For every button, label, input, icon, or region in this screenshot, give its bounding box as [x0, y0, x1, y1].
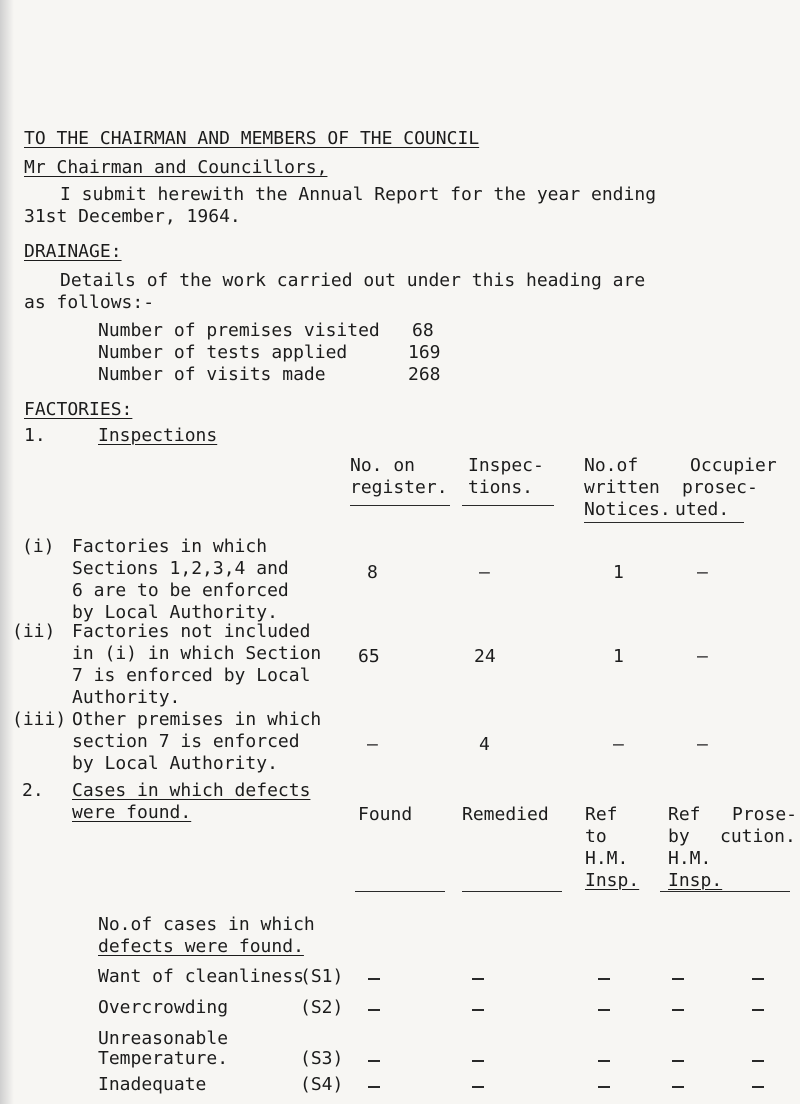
empty-cell-dash [368, 1009, 380, 1011]
defect-code: (S2) [300, 997, 344, 1018]
empty-cell-dash [368, 978, 380, 980]
drainage-text-line-2: as follows:- [24, 292, 155, 313]
defects-title: Cases in which defects [72, 780, 311, 801]
empty-cell-dash [672, 978, 684, 980]
value-inspections: 24 [474, 646, 496, 667]
empty-cell-dash [672, 1009, 684, 1011]
header-rule [350, 505, 450, 506]
inspections-number: 1. [24, 425, 46, 446]
value-inspections: – [479, 562, 490, 583]
row-label: Other premises in which [72, 709, 322, 730]
defects-title: were found. [72, 802, 192, 823]
defects-number: 2. [22, 780, 44, 801]
row-label: Authority. [72, 687, 181, 708]
col-header-ref-to: H.M. [585, 848, 629, 869]
drainage-label: Number of visits made [98, 364, 326, 385]
drainage-label: Number of premises visited [98, 320, 380, 341]
value-notices: 1 [613, 562, 624, 583]
empty-cell-dash [598, 978, 610, 980]
row-index: (i) [22, 536, 55, 557]
empty-cell-dash [368, 1060, 380, 1062]
drainage-label: Number of tests applied [98, 342, 348, 363]
header-rule [660, 891, 790, 892]
empty-cell-dash [752, 978, 764, 980]
col-header-register: register. [350, 477, 448, 498]
col-header-ref-to: Ref [585, 804, 618, 825]
header-rule [462, 891, 562, 892]
value-prosecuted: – [697, 734, 708, 755]
empty-cell-dash [598, 1086, 610, 1088]
col-header-register: No. on [350, 455, 416, 476]
empty-cell-dash [472, 1086, 484, 1088]
row-label: section 7 is enforced [72, 731, 300, 752]
scan-edge-shadow [0, 0, 14, 1104]
col-header-inspections: tions. [468, 477, 534, 498]
defect-label: Want of cleanliness [98, 966, 304, 987]
row-label: by Local Authority. [72, 602, 278, 623]
defects-subheading: defects were found. [98, 936, 304, 957]
salutation: Mr Chairman and Councillors, [24, 157, 328, 178]
empty-cell-dash [672, 1086, 684, 1088]
inspections-title: Inspections [98, 425, 218, 446]
value-notices: 1 [613, 646, 624, 667]
col-header-ref-by: H.M. [668, 848, 712, 869]
row-label: 6 are to be enforced [72, 580, 289, 601]
col-header-found: Found [358, 804, 413, 825]
defect-code: (S1) [300, 966, 344, 987]
col-header-prosecuted: uted. [675, 499, 730, 520]
value-register: – [367, 734, 378, 755]
drainage-text-line-1: Details of the work carried out under this heading are [60, 270, 646, 291]
col-header-ref-to: Insp. [585, 870, 640, 891]
col-header-remedied: Remedied [462, 804, 549, 825]
defect-code: (S3) [300, 1048, 344, 1069]
empty-cell-dash [472, 978, 484, 980]
row-label: by Local Authority. [72, 753, 278, 774]
empty-cell-dash [752, 1086, 764, 1088]
factories-heading: FACTORIES: [24, 399, 133, 420]
empty-cell-dash [472, 1060, 484, 1062]
empty-cell-dash [672, 1060, 684, 1062]
empty-cell-dash [752, 1009, 764, 1011]
value-notices: – [613, 734, 624, 755]
col-header-prosecuted: Occupier [690, 455, 777, 476]
empty-cell-dash [752, 1060, 764, 1062]
value-register: 8 [367, 562, 378, 583]
empty-cell-dash [598, 1060, 610, 1062]
col-header-prosecuted: prosec- [682, 477, 758, 498]
header-rule [355, 891, 445, 892]
col-header-inspections: Inspec- [468, 455, 544, 476]
row-label: Factories not included [72, 621, 311, 642]
header-rule [584, 522, 744, 523]
header-rule [462, 505, 554, 506]
col-header-prosecution: Prose- [732, 804, 798, 825]
intro-line-2: 31st December, 1964. [24, 206, 241, 227]
report-heading: TO THE CHAIRMAN AND MEMBERS OF THE COUNCIL [24, 128, 480, 149]
row-label: in (i) in which Section [72, 643, 322, 664]
drainage-value: 68 [412, 320, 434, 341]
col-header-notices: Notices. [584, 499, 671, 520]
drainage-value: 169 [408, 342, 441, 363]
col-header-ref-by: by [668, 826, 690, 847]
col-header-notices: written [584, 477, 660, 498]
defect-code: (S4) [300, 1074, 344, 1095]
row-label: 7 is enforced by Local [72, 665, 311, 686]
row-label: Factories in which [72, 536, 268, 557]
col-header-ref-by: Insp. [668, 870, 723, 891]
row-index: (ii) [12, 621, 56, 642]
col-header-ref-to: to [585, 826, 607, 847]
col-header-prosecution: cution. [720, 826, 796, 847]
value-register: 65 [358, 646, 380, 667]
row-label: Sections 1,2,3,4 and [72, 558, 289, 579]
value-inspections: 4 [479, 734, 490, 755]
empty-cell-dash [472, 1009, 484, 1011]
defect-label: Overcrowding [98, 997, 229, 1018]
col-header-ref-by: Ref [668, 804, 701, 825]
value-prosecuted: – [697, 646, 708, 667]
row-index: (iii) [12, 709, 67, 730]
col-header-notices: No.of [584, 455, 639, 476]
defect-label: Inadequate [98, 1074, 207, 1095]
defect-label: Temperature. [98, 1048, 229, 1069]
value-prosecuted: – [697, 562, 708, 583]
drainage-value: 268 [408, 364, 441, 385]
defects-subheading: No.of cases in which [98, 914, 315, 935]
drainage-heading: DRAINAGE: [24, 241, 122, 262]
defect-label: Unreasonable [98, 1028, 229, 1049]
intro-line-1: I submit herewith the Annual Report for the year ending [60, 184, 657, 205]
empty-cell-dash [598, 1009, 610, 1011]
